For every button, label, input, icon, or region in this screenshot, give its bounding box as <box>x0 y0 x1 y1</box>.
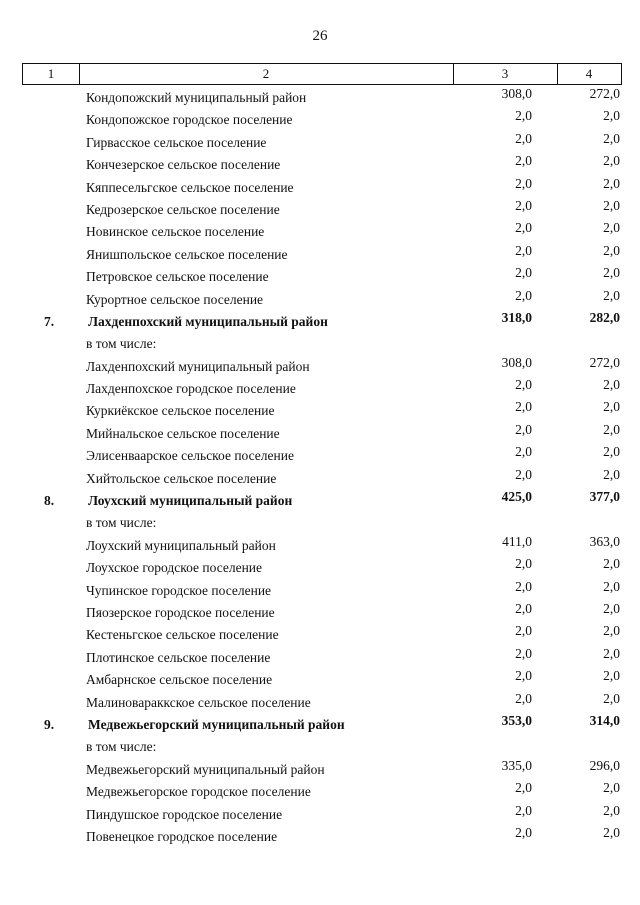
table-row <box>0 803 640 825</box>
row-value-col4: 2,0 <box>603 824 620 840</box>
row-name: Новинское сельское поселение <box>86 224 265 240</box>
row-name: Куркиёкское сельское поселение <box>86 403 275 419</box>
table-row <box>0 534 640 556</box>
table-row <box>0 511 640 533</box>
row-value-col4: 2,0 <box>603 444 620 460</box>
row-value-col3: 2,0 <box>515 668 532 684</box>
row-value-col3: 335,0 <box>501 757 532 773</box>
row-number: 8. <box>44 493 55 509</box>
row-value-col4: 2,0 <box>603 197 620 213</box>
table-row <box>0 86 640 108</box>
row-name: Лахденпохский муниципальный район <box>88 313 328 329</box>
row-name: Медвежьегорский муниципальный район <box>88 716 345 732</box>
row-value-col4: 363,0 <box>589 533 620 549</box>
row-value-col4: 2,0 <box>603 220 620 236</box>
column-header-3: 3 <box>453 64 558 84</box>
row-value-col3: 318,0 <box>501 309 532 325</box>
table-row <box>0 288 640 310</box>
row-value-col4: 2,0 <box>603 578 620 594</box>
table-row <box>0 668 640 690</box>
row-value-col4: 296,0 <box>589 757 620 773</box>
table-row <box>0 399 640 421</box>
row-value-col4: 2,0 <box>603 556 620 572</box>
row-name: Курортное сельское поселение <box>86 291 264 307</box>
row-value-col3: 2,0 <box>515 802 532 818</box>
row-value-col4: 2,0 <box>603 153 620 169</box>
row-value-col3: 353,0 <box>501 712 532 728</box>
table-row <box>0 310 640 332</box>
row-value-col3: 308,0 <box>501 86 532 101</box>
row-value-col4: 2,0 <box>603 802 620 818</box>
row-value-col3: 2,0 <box>515 578 532 594</box>
table-row <box>0 646 640 668</box>
table-row <box>0 220 640 242</box>
row-value-col3: 2,0 <box>515 130 532 146</box>
row-value-col3: 2,0 <box>515 175 532 191</box>
row-value-col3: 2,0 <box>515 645 532 661</box>
row-value-col4: 2,0 <box>603 265 620 281</box>
row-name: Пяозерское городское поселение <box>86 604 275 620</box>
row-value-col3: 2,0 <box>515 197 532 213</box>
row-name: Хийтольское сельское поселение <box>86 470 277 486</box>
row-name: Лоухский муниципальный район <box>86 537 276 553</box>
table-row <box>0 377 640 399</box>
row-value-col4: 2,0 <box>603 466 620 482</box>
row-name: Кестеньгское сельское поселение <box>86 627 279 643</box>
row-value-col4: 2,0 <box>603 780 620 796</box>
row-value-col3: 2,0 <box>515 421 532 437</box>
table-row <box>0 332 640 354</box>
row-name: Медвежьегорский муниципальный район <box>86 761 325 777</box>
row-value-col4: 2,0 <box>603 377 620 393</box>
row-value-col4: 2,0 <box>603 399 620 415</box>
row-name: Мийнальское сельское поселение <box>86 425 280 441</box>
table-row <box>0 780 640 802</box>
row-value-col3: 2,0 <box>515 377 532 393</box>
row-name: Кяппесельгское сельское поселение <box>86 179 294 195</box>
row-value-col3: 308,0 <box>501 354 532 370</box>
row-value-col4: 2,0 <box>603 108 620 124</box>
row-value-col3: 2,0 <box>515 287 532 303</box>
row-number: 7. <box>44 313 55 329</box>
table-row <box>0 153 640 175</box>
row-value-col4: 2,0 <box>603 600 620 616</box>
table-row <box>0 579 640 601</box>
table-row <box>0 176 640 198</box>
row-value-col4: 2,0 <box>603 668 620 684</box>
row-name: Лоухский муниципальный район <box>88 493 293 509</box>
row-value-col4: 2,0 <box>603 645 620 661</box>
row-name: Медвежьегорское городское поселение <box>86 784 311 800</box>
row-name: Амбарнское сельское поселение <box>86 672 273 688</box>
row-value-col3: 2,0 <box>515 242 532 258</box>
row-value-col3: 2,0 <box>515 780 532 796</box>
row-name: Кедрозерское сельское поселение <box>86 201 280 217</box>
row-value-col3: 2,0 <box>515 466 532 482</box>
row-name: Кончезерское сельское поселение <box>86 157 281 173</box>
column-header-2: 2 <box>79 64 454 84</box>
row-value-col4: 2,0 <box>603 242 620 258</box>
table-row <box>0 556 640 578</box>
table-row <box>0 355 640 377</box>
table-row <box>0 713 640 735</box>
table-row <box>0 108 640 130</box>
row-value-col4: 2,0 <box>603 421 620 437</box>
table-row <box>0 265 640 287</box>
row-value-col3: 2,0 <box>515 265 532 281</box>
row-value-col3: 2,0 <box>515 108 532 124</box>
row-value-col3: 2,0 <box>515 623 532 639</box>
row-value-col3: 2,0 <box>515 399 532 415</box>
row-value-col4: 2,0 <box>603 287 620 303</box>
row-name: Элисенваарское сельское поселение <box>86 448 294 464</box>
page-number: 26 <box>312 28 328 44</box>
table-row <box>0 198 640 220</box>
row-name: Петровское сельское поселение <box>86 269 269 285</box>
row-value-col4: 272,0 <box>589 354 620 370</box>
row-name: Кондопожское городское поселение <box>86 112 293 128</box>
row-value-col3: 2,0 <box>515 824 532 840</box>
row-value-col3: 2,0 <box>515 600 532 616</box>
table-row <box>0 825 640 847</box>
row-value-col3: 2,0 <box>515 153 532 169</box>
row-name: Янишпольское сельское поселение <box>86 246 288 262</box>
row-value-col4: 2,0 <box>603 130 620 146</box>
row-value-col3: 2,0 <box>515 444 532 460</box>
row-name: Лахденпохский муниципальный район <box>86 358 310 374</box>
row-name: в том числе: <box>86 336 157 352</box>
row-name: Пиндушское городское поселение <box>86 806 283 822</box>
row-name: Чупинское городское поселение <box>86 582 272 598</box>
row-name: в том числе: <box>86 515 157 531</box>
row-name: Гирвасское сельское поселение <box>86 134 267 150</box>
table-row <box>0 422 640 444</box>
row-name: Лоухское городское поселение <box>86 560 263 576</box>
table-row <box>0 444 640 466</box>
row-value-col4: 377,0 <box>589 489 620 505</box>
table-row <box>0 489 640 511</box>
row-name: Повенецкое городское поселение <box>86 828 278 844</box>
row-value-col3: 2,0 <box>515 690 532 706</box>
table-header-row <box>22 63 622 85</box>
table-row <box>0 691 640 713</box>
table-row <box>0 243 640 265</box>
row-name: в том числе: <box>86 739 157 755</box>
row-value-col4: 314,0 <box>589 712 620 728</box>
table-row <box>0 467 640 489</box>
row-value-col3: 411,0 <box>502 533 532 549</box>
row-value-col3: 2,0 <box>515 220 532 236</box>
table-row <box>0 735 640 757</box>
column-header-1: 1 <box>23 64 80 84</box>
row-value-col4: 282,0 <box>589 309 620 325</box>
table-row <box>0 623 640 645</box>
row-name: Малиновараккское сельское поселение <box>86 694 311 710</box>
table-body <box>0 86 640 847</box>
row-value-col4: 2,0 <box>603 623 620 639</box>
row-value-col4: 272,0 <box>589 86 620 101</box>
row-value-col3: 425,0 <box>501 489 532 505</box>
row-name: Кондопожский муниципальный район <box>86 90 307 105</box>
row-value-col3: 2,0 <box>515 556 532 572</box>
table-row <box>0 758 640 780</box>
row-value-col4: 2,0 <box>603 690 620 706</box>
row-number: 9. <box>44 716 55 732</box>
row-name: Лахденпохское городское поселение <box>86 381 296 397</box>
table-row <box>0 601 640 623</box>
table-row <box>0 131 640 153</box>
column-header-4: 4 <box>585 66 593 81</box>
row-value-col4: 2,0 <box>603 175 620 191</box>
row-name: Плотинское сельское поселение <box>86 649 271 665</box>
